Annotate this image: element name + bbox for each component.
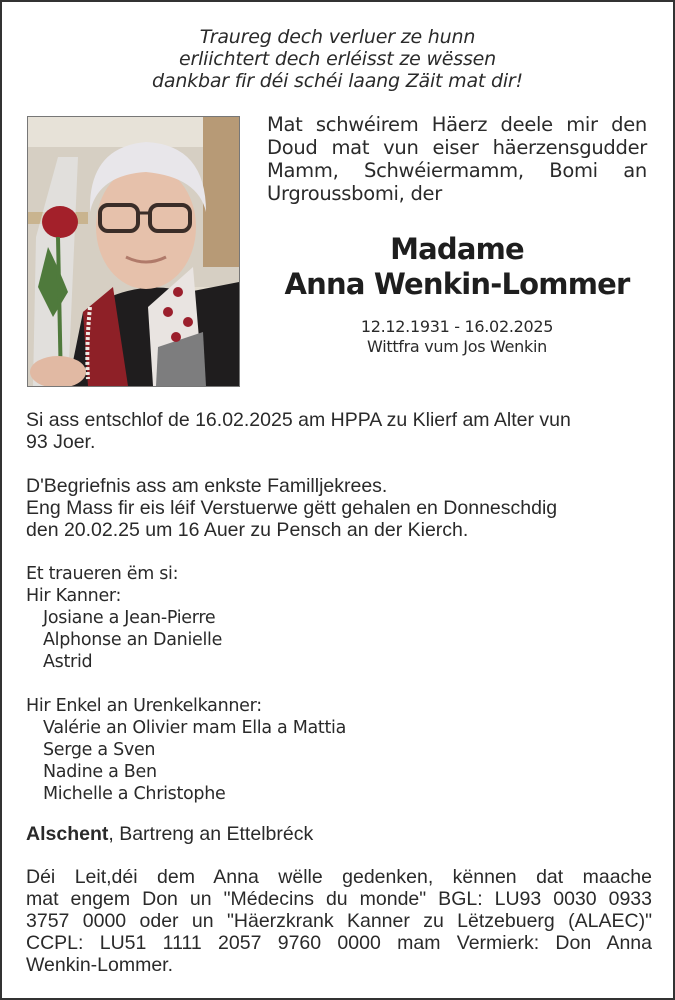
portrait-photo [27,116,240,387]
intro-line: Mat schwéirem Häerz deele mir den [267,113,647,136]
deceased-name: Anna Wenkin-Lommer [284,267,630,301]
funeral-info [26,475,651,541]
donation-line: 3757 0000 oder un "Häerzkrank Kanner zu Lëtzebuerg (ALAEC)" [26,910,652,932]
memorial-quote [40,26,635,92]
intro-line: Doud mat vun eiser häerzensgudder [267,136,647,159]
announcement-intro [267,113,647,205]
grandchild-entry: Valérie an Olivier mam Ella a Mattia [43,718,347,738]
places [26,823,651,845]
intro-line: Urgroussbomi, der [267,182,442,205]
grandchild-entry: Michelle a Christophe [43,784,226,804]
funeral-line: Eng Mass fir eis léif Verstuerwe gëtt gehalen en Donneschdig [26,497,558,519]
deceased-name-block [265,232,649,302]
funeral-line: den 20.02.25 um 16 Auer zu Pensch an der Kierch. [26,519,469,541]
portrait-illustration [28,117,239,386]
death-notice-line: Si ass entschlof de 16.02.2025 am HPPA zu Klierf am Alter vun [26,409,571,431]
intro-line: Mamm, Schwéiermamm, Bomi an [267,159,647,182]
child-entry: Josiane a Jean-Pierre [43,608,216,628]
life-dates: 12.12.1931 - 16.02.2025 [360,317,554,336]
deceased-title: Madame [390,232,524,266]
mourners-list [26,563,651,805]
quote-line: Traureg dech verluer ze hunn [199,26,476,48]
grandchildren-label: Hir Enkel an Urenkelkanner: [26,696,262,716]
donation-info [26,866,652,976]
places-bold: Alschent [26,823,109,845]
donation-line: Wenkin-Lommer. [26,954,174,976]
donation-line: Déi Leit,déi dem Anna wëlle gedenken, kënnen dat maache [26,866,652,888]
places-rest: , Bartreng an Ettelbréck [108,823,314,845]
widow-of: Wittfra vum Jos Wenkin [367,337,547,356]
children-label: Hir Kanner: [26,586,122,606]
grandchild-entry: Serge a Sven [43,740,156,760]
quote-line: dankbar fir déi schéi laang Zäit mat dir! [152,70,523,92]
death-notice [26,409,651,453]
deceased-details [265,317,649,357]
donation-line: CCPL: LU51 1111 2057 9760 0000 mam Vermierk: Don Anna [26,932,652,954]
funeral-line: D'Begriefnis ass am enkste Familljekrees. [26,475,388,497]
child-entry: Astrid [43,652,93,672]
grandchild-entry: Nadine a Ben [43,762,157,782]
child-entry: Alphonse an Danielle [43,630,223,650]
mourners-heading: Et traueren ëm si: [26,564,179,584]
donation-line: mat engem Don un "Médecins du monde" BGL: LU93 0030 0933 [26,888,652,910]
quote-line: erliichtert dech erléisst ze wëssen [178,48,497,70]
death-notice-line: 93 Joer. [26,431,96,453]
